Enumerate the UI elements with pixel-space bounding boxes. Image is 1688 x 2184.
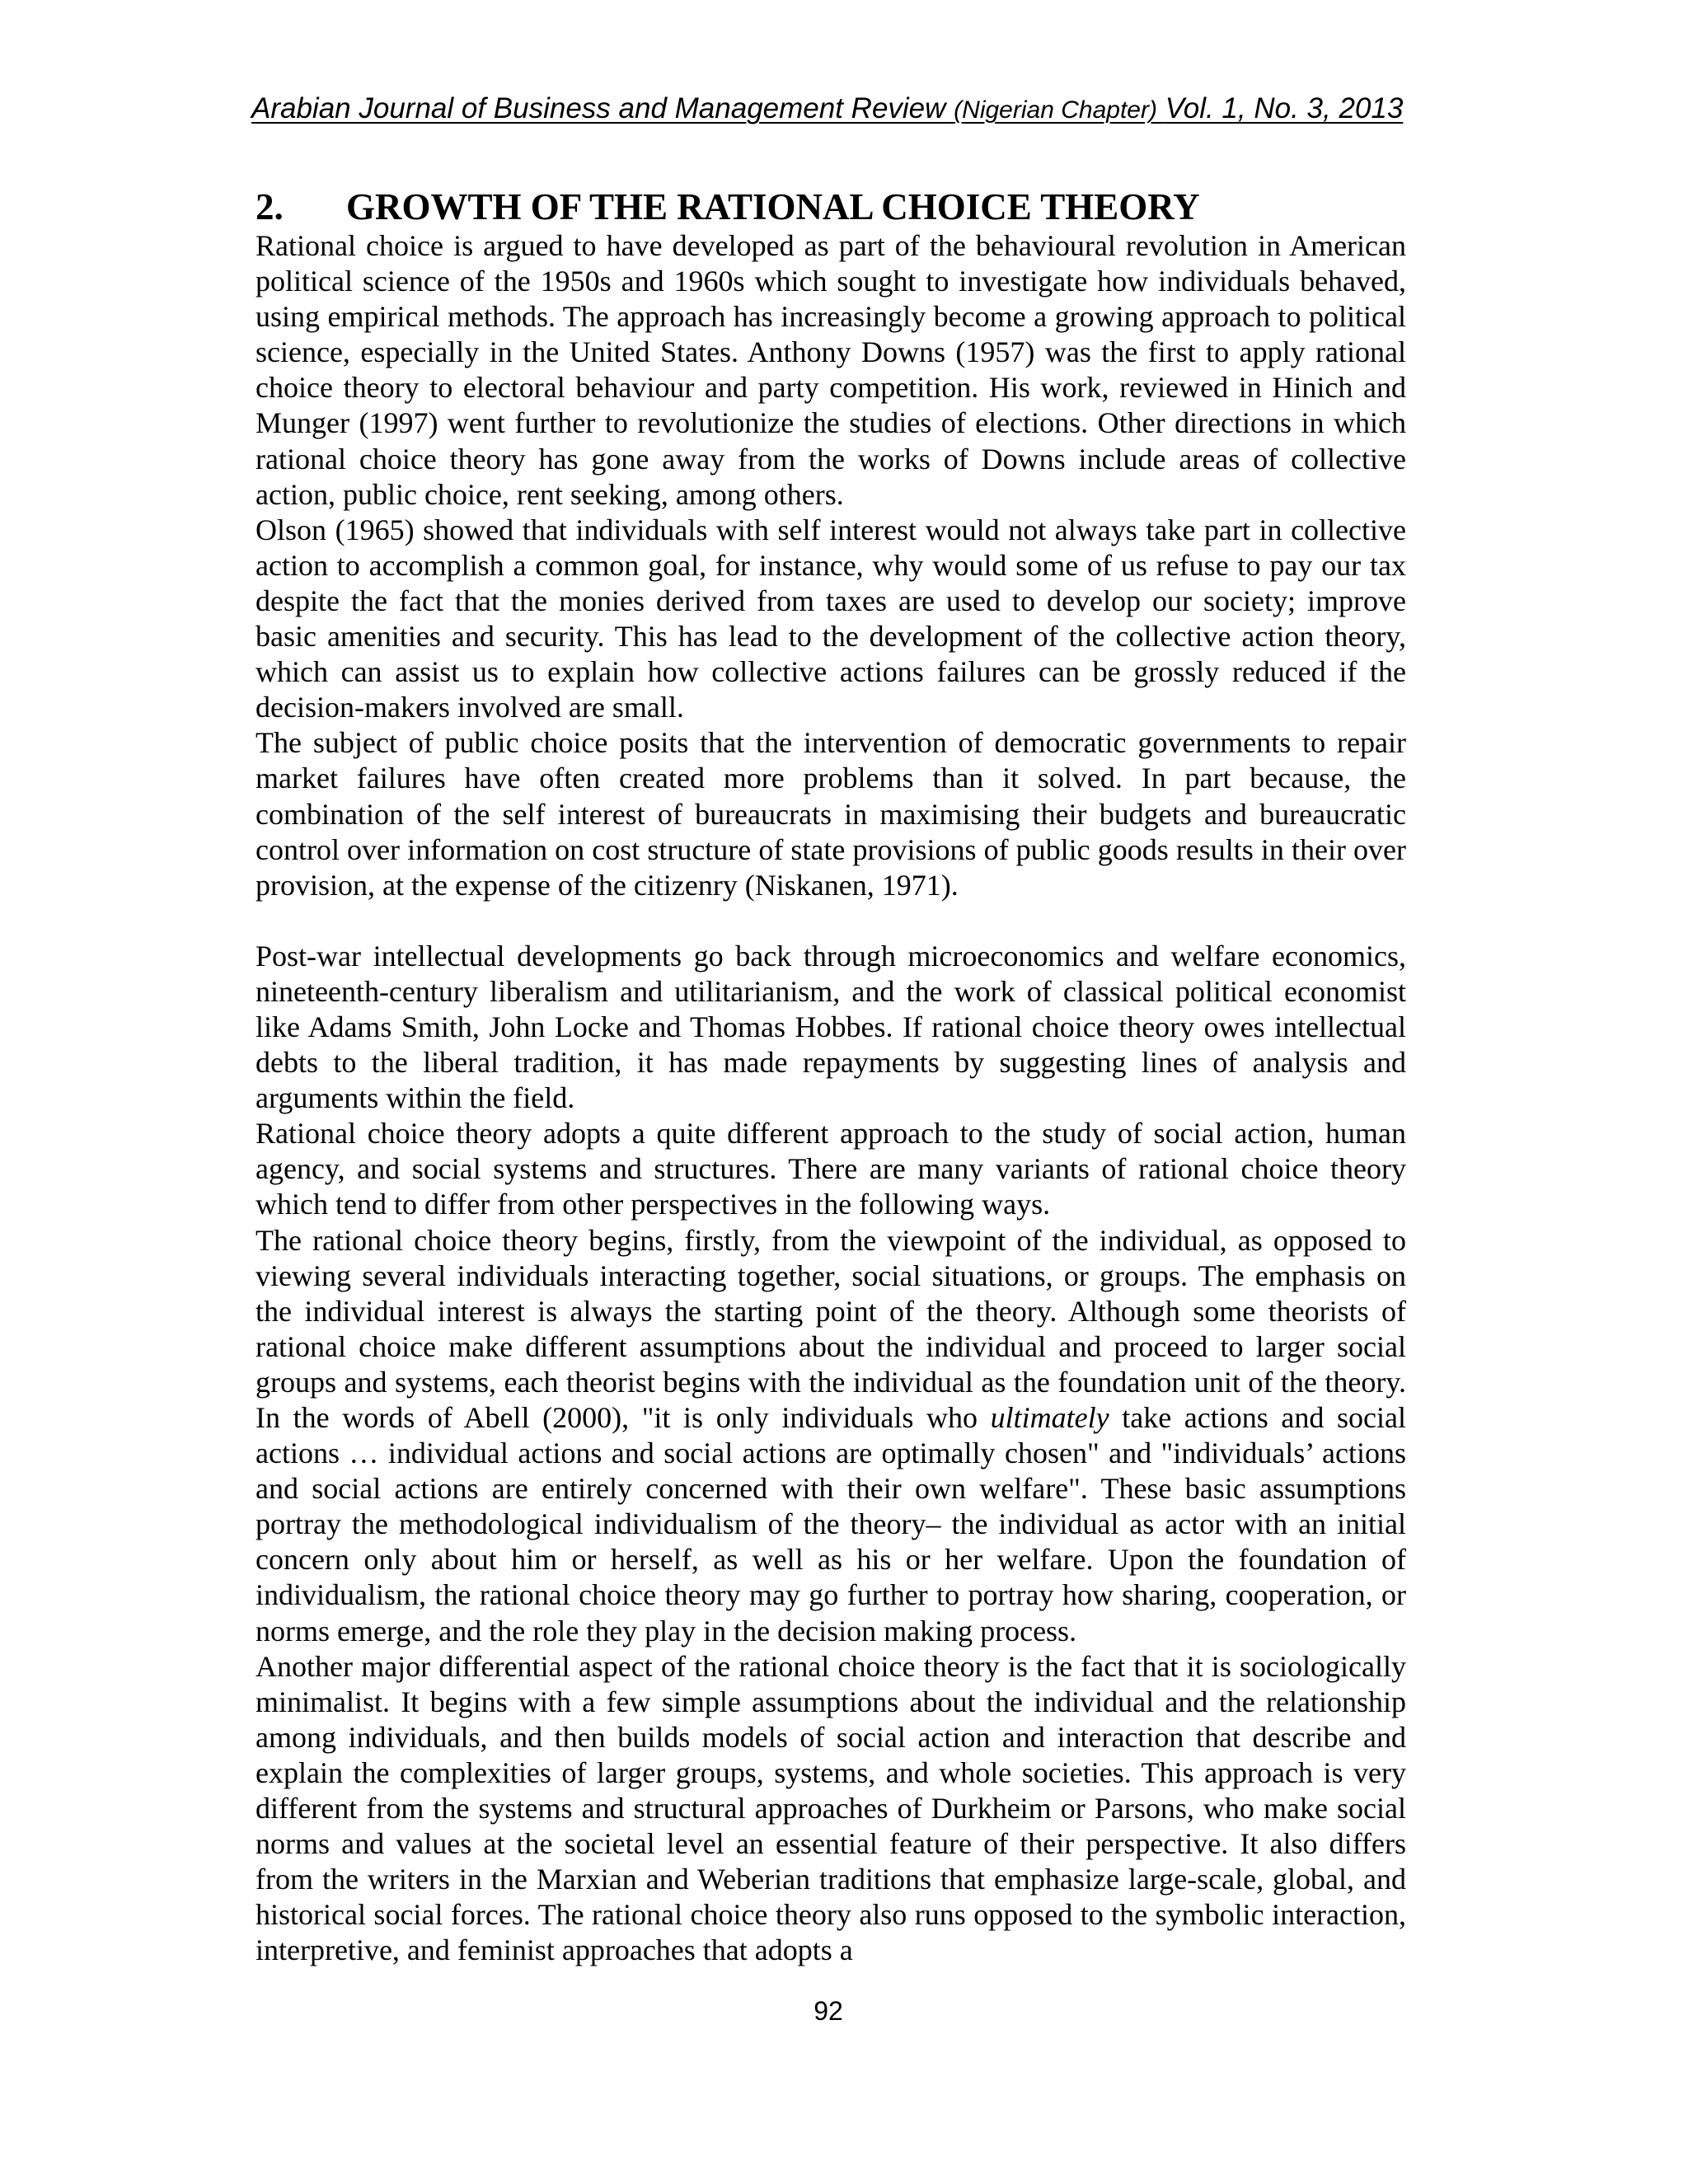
journal-chapter: (Nigerian Chapter) xyxy=(954,96,1157,124)
journal-title: Arabian Journal of Business and Management Review xyxy=(251,92,946,124)
paragraph-6-part-1: The rational choice theory begins, firstly, from the viewpoint of the individual, as opposed to viewing several individuals interacting together, social situations, or groups. The emphasis on the individual interest is always the starting point of the theory. Although some theorists of rational choice make different assumptions about the individual and proceed to larger social groups and systems, each theorist begins with the individual as the foundation unit of the theory. In the words of Abell (2000), "it is only individuals who xyxy=(256,1223,1406,1434)
paragraph-7: Another major differential aspect of the rational choice theory is the fact that it is sociologically minimalist. It begins with a few simple assumptions about the individual and the relationship among individuals, and then builds models of social action and interaction that describe and explain the complexities of larger groups, systems, and whole societies. This approach is very different from the systems and structural approaches of Durkheim or Parsons, who make social norms and values at the societal level an essential feature of their perspective. It also differs from the writers in the Marxian and Weberian traditions that emphasize large-scale, global, and historical social forces. The rational choice theory also runs opposed to the symbolic interaction, interpretive, and feminist approaches that adopts a xyxy=(256,1649,1406,1967)
paragraph-5: Rational choice theory adopts a quite different approach to the study of social action, human agency, and social systems and structures. There are many variants of rational choice theory which tend to differ from other perspectives in the following ways. xyxy=(256,1117,1406,1221)
paragraph-1: Rational choice is argued to have developed as part of the behavioural revolution in American political science of the 1950s and 1960s which sought to investigate how individuals behaved, using empirical methods. The approach has increasingly become a growing approach to political science, especially in the United States. Anthony Downs (1957) was the first to apply rational choice theory to electoral behaviour and party competition. His work, reviewed in Hinich and Munger (1997) went further to revolutionize the studies of elections. Other directions in which rational choice theory has gone away from the works of Downs include areas of collective action, public choice, rent seeking, among others. xyxy=(256,229,1406,511)
section-number: 2. xyxy=(256,186,284,227)
paragraph-6 xyxy=(256,1223,1406,1649)
section-heading xyxy=(256,183,1426,231)
running-header xyxy=(251,89,1414,130)
paragraph-4: Post-war intellectual developments go back through microeconomics and welfare economics, nineteenth-century liberalism and utilitarianism, and the work of classical political economist like Adams Smith, John Locke and Thomas Hobbes. If rational choice theory owes intellectual debts to the liberal tradition, it has made repayments by suggesting lines of analysis and arguments within the field. xyxy=(256,939,1406,1115)
paragraph-6-part-2: take actions and social actions … individual actions and social actions are optimally chosen" and "individuals’ actions and social actions are entirely concerned with their own welfare". These basic assumptions portray the methodological individualism of the theory– the individual as actor with an initial concern only about him or herself, as well as his or her welfare. Upon the foundation of individualism, the rational choice theory may go further to portray how sharing, cooperation, or norms emerge, and the role they play in the decision making process. xyxy=(256,1401,1406,1647)
paragraph-3: The subject of public choice posits that the intervention of democratic governments to repair market failures have often created more problems than it solved. In part because, the combination of the self interest of bureaucrats in maximising their budgets and bureaucratic control over information on cost structure of state provisions of public goods results in their over provision, at the expense of the citizenry (Niskanen, 1971). xyxy=(256,726,1406,902)
page-number: 92 xyxy=(814,1996,843,2026)
paragraph-2: Olson (1965) showed that individuals with self interest would not always take part in collective action to accomplish a common goal, for instance, why would some of us refuse to pay our tax despite the fact that the monies derived from taxes are used to develop our society; improve basic amenities and security. This has lead to the development of the collective action theory, which can assist us to explain how collective actions failures can be grossly reduced if the decision-makers involved are small. xyxy=(256,513,1406,724)
paragraph-6-emphasis: ultimately xyxy=(990,1401,1109,1434)
body-text xyxy=(256,228,1406,1969)
section-title: GROWTH OF THE RATIONAL CHOICE THEORY xyxy=(346,186,1200,227)
journal-volume: Vol. 1, No. 3, 2013 xyxy=(1165,92,1404,124)
